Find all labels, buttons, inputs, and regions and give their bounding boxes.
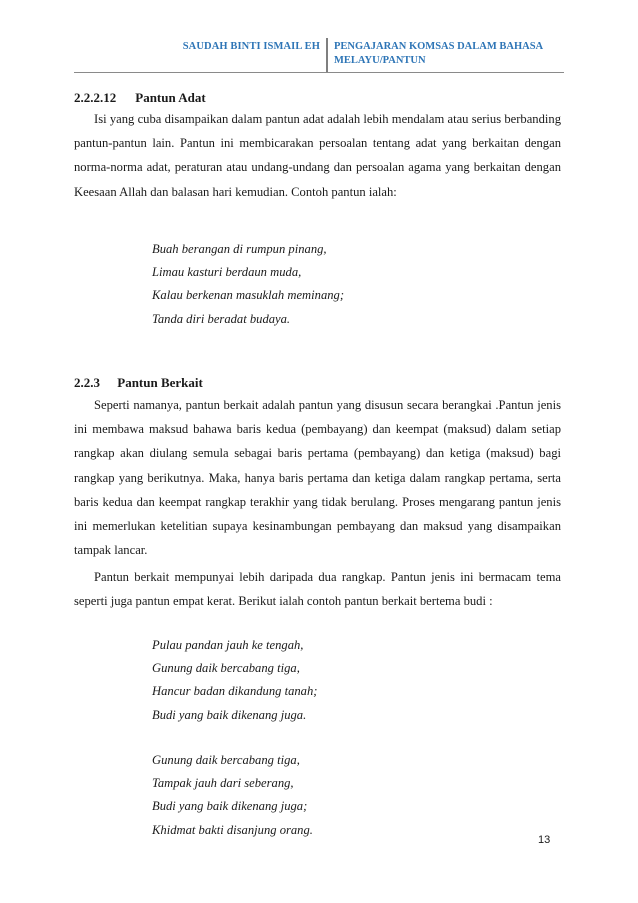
poem-line: Tanda diri beradat budaya. [152, 311, 291, 326]
paragraph-pantun-berkait-1: Seperti namanya, pantun berkait adalah pantun yang disusun secara berangkai .Pantun jenis ini membawa maksud bahawa baris kedua (pembayang) dan keempat (maksud) dalam setiap rangkap akan diulang semula sebagai baris pertama (pembayang) dan ketiga (maksud) bagi rangkap yang berikutnya. Maka, hanya baris pertama dan ketiga dalam rangkap pertama, serta baris kedua dan keempat rangkap terakhir yang tidak berulang. Proses mengarang pantun jenis ini memerlukan ketelitian supaya kesinambungan pembayang dan maksud yang disampaikan tampak lancar. [74, 398, 561, 558]
header-rule [74, 72, 564, 73]
poem-line: Budi yang baik dikenang juga; [152, 799, 308, 814]
poem-berkait-stanza-2 [152, 749, 313, 842]
page-number: 13 [538, 834, 551, 846]
poem-line: Kalau berkenan masuklah meminang; [152, 288, 345, 303]
section-number: 2.2.2.12 [74, 90, 117, 105]
poem-berkait-stanza-1 [152, 634, 317, 727]
poem-line: Hancur badan dikandung tanah; [152, 684, 318, 699]
paragraph-pantun-berkait-2: Pantun berkait mempunyai lebih daripada dua rangkap. Pantun jenis ini bermacam tema seperti juga pantun empat kerat. Berikut ialah contoh pantun berkait bertema budi : [74, 570, 561, 609]
section-heading-pantun-adat [74, 90, 206, 106]
header-title-line-2: MELAYU/PANTUN [334, 55, 426, 66]
paragraph-pantun-adat: Isi yang cuba disampaikan dalam pantun adat adalah lebih mendalam atau serius berbanding pantun-pantun lain. Pantun ini membicarakan persoalan tentang adat yang berkaitan dengan norma-norma adat, peraturan atau undang-undang dan persoalan agama yang berkaitan dengan Keesaan Allah dan balasan hari kemudian. Contoh pantun ialah: [74, 112, 561, 199]
poem-pantun-adat [152, 238, 344, 331]
poem-line: Buah berangan di rumpun pinang, [152, 242, 327, 256]
poem-line: Gunung daik bercabang tiga, [152, 753, 300, 767]
section-title: Pantun Berkait [117, 375, 203, 390]
header-title-line-1: PENGAJARAN KOMSAS DALAM BAHASA [334, 41, 544, 52]
poem-line: Gunung daik bercabang tiga, [152, 661, 300, 676]
section-title: Pantun Adat [135, 90, 206, 105]
header-divider [326, 38, 328, 72]
header-author: SAUDAH BINTI ISMAIL EH [182, 41, 320, 52]
section-heading-pantun-berkait [74, 375, 203, 391]
header-title [334, 40, 574, 68]
poem-line: Tampak jauh dari seberang, [152, 776, 294, 791]
poem-line: Budi yang baik dikenang juga. [152, 707, 307, 722]
poem-line: Khidmat bakti disanjung orang. [152, 822, 313, 837]
section-number: 2.2.3 [74, 375, 100, 390]
poem-line: Limau kasturi berdaun muda, [152, 265, 302, 280]
poem-line: Pulau pandan jauh ke tengah, [152, 638, 304, 652]
